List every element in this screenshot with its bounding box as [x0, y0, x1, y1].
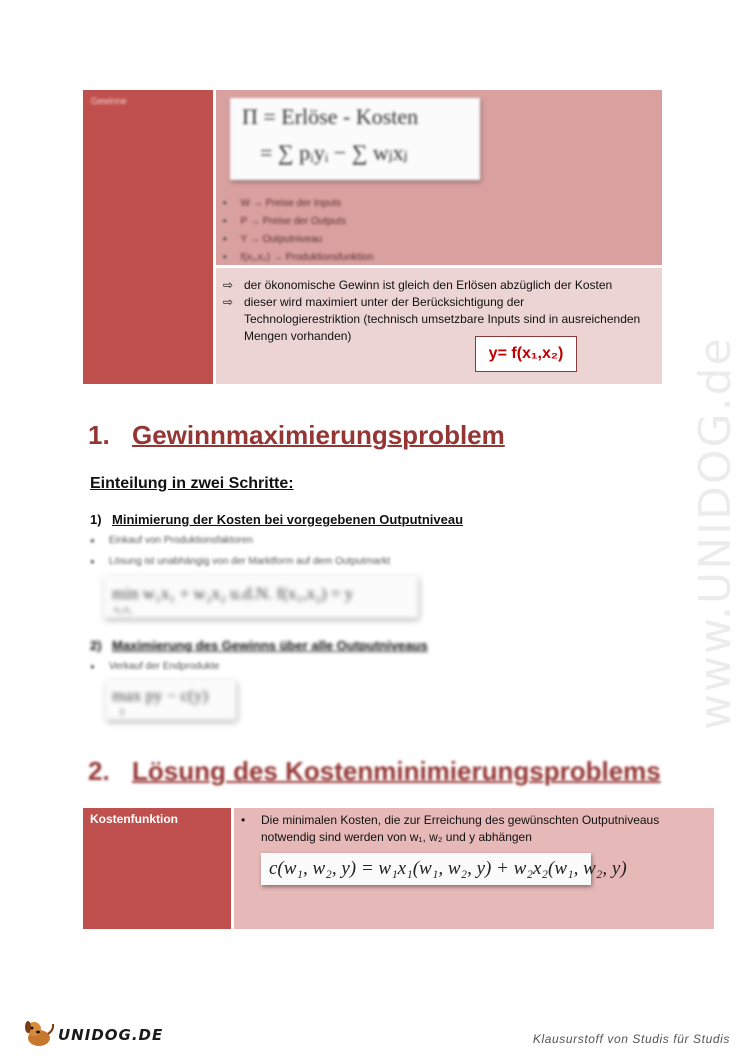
list-item: ● Einkauf von Produktionsfaktoren: [90, 530, 390, 551]
formula-text: max py − c(y): [112, 686, 208, 705]
unidog-logo: [22, 1018, 164, 1050]
table-label-cell: [83, 808, 231, 929]
formula-text: min w₁x₁ + w₂x₂ u.d.N. f(x₁,x₂) = y: [112, 584, 354, 603]
dog-icon: [22, 1018, 56, 1048]
list-item: ▪ f(x₁,x₂) → Produktionsfunktion: [223, 249, 373, 267]
profit-definition-table: [83, 90, 662, 384]
section-number: 2.: [88, 756, 110, 786]
explanation-list: [223, 277, 643, 345]
step-title: Minimierung der Kosten bei vorgegebenen Outputniveau: [112, 512, 464, 527]
variable-legend-list: [223, 195, 373, 267]
watermark: www.UNIDOG.de: [690, 336, 741, 730]
list-item-text: der ökonomische Gewinn ist gleich den Erlösen abzüglich der Kosten: [244, 278, 613, 292]
section-title: Lösung des Kostenminimierungsproblems: [132, 756, 661, 786]
list-item: [223, 294, 643, 345]
list-item: ▪ W → Preise der Inputs: [223, 195, 373, 213]
section-heading: [88, 420, 505, 451]
list-item: ▪ Y → Outputniveau: [223, 231, 373, 249]
step-heading: [90, 638, 428, 653]
subheading: Einteilung in zwei Schritte:: [90, 475, 294, 492]
profit-maximization-formula: [106, 680, 236, 720]
list-item: ● Verkauf der Endprodukte: [90, 656, 219, 677]
list-item: ● Lösung ist unabhängig von der Marktform auf dem Outputmarkt: [90, 551, 390, 572]
list-item: [223, 277, 643, 294]
formula-subscript: y: [120, 706, 125, 716]
logo-text: UNIDOG.DE: [58, 1026, 164, 1044]
footer-tagline: Klausurstoff von Studis für Studis: [532, 1032, 730, 1046]
step-title: Maximierung des Gewinns über alle Outputniveaus: [112, 638, 428, 653]
formula-line-2: = ∑ pᵢyᵢ − ∑ wⱼxⱼ: [260, 140, 408, 165]
step-bullet-list: [90, 656, 219, 677]
list-item-text: dieser wird maximiert unter der Berücksichtigung der Technologierestriktion (technisch umsetzbare Inputs sind in ausreichenden Mengen vorhanden): [244, 295, 641, 343]
list-item: ▪ P → Preise der Outputs: [223, 213, 373, 231]
step-number: 2): [90, 638, 102, 653]
bullet-icon: •: [241, 813, 246, 827]
cost-function-formula: c(w₁, w₂, y) = w₁x₁(w₁, w₂, y) + w₂x₂(w₁, w₂, y): [261, 853, 591, 885]
step-bullet-list: [90, 530, 390, 572]
section-number: 1.: [88, 420, 110, 450]
section-heading: [88, 756, 661, 787]
cost-minimization-formula: [104, 576, 418, 618]
cost-description: [241, 812, 701, 846]
profit-formula-image: [230, 98, 480, 180]
table-label-cell: [83, 90, 213, 384]
arrow-right-icon: ⇨: [223, 278, 234, 292]
step-number: 1): [90, 512, 102, 527]
formula-line-1: Π = Erlöse - Kosten: [242, 104, 419, 129]
section-title: Gewinnmaximierungsproblem: [132, 420, 505, 450]
arrow-right-icon: ⇨: [223, 295, 234, 309]
table-label: Kostenfunktion: [90, 812, 178, 826]
cost-description-text: Die minimalen Kosten, die zur Erreichung des gewünschten Outputniveaus notwendig sind werden von w₁, w₂ und y abhängen: [261, 813, 660, 844]
production-function-box: y= f(x₁,x₂): [475, 336, 577, 372]
step-heading: [90, 512, 463, 527]
formula-subscript: x₁,x₂: [114, 604, 132, 614]
table-label: Gewinne: [91, 96, 127, 106]
cost-function-table: [83, 808, 714, 929]
